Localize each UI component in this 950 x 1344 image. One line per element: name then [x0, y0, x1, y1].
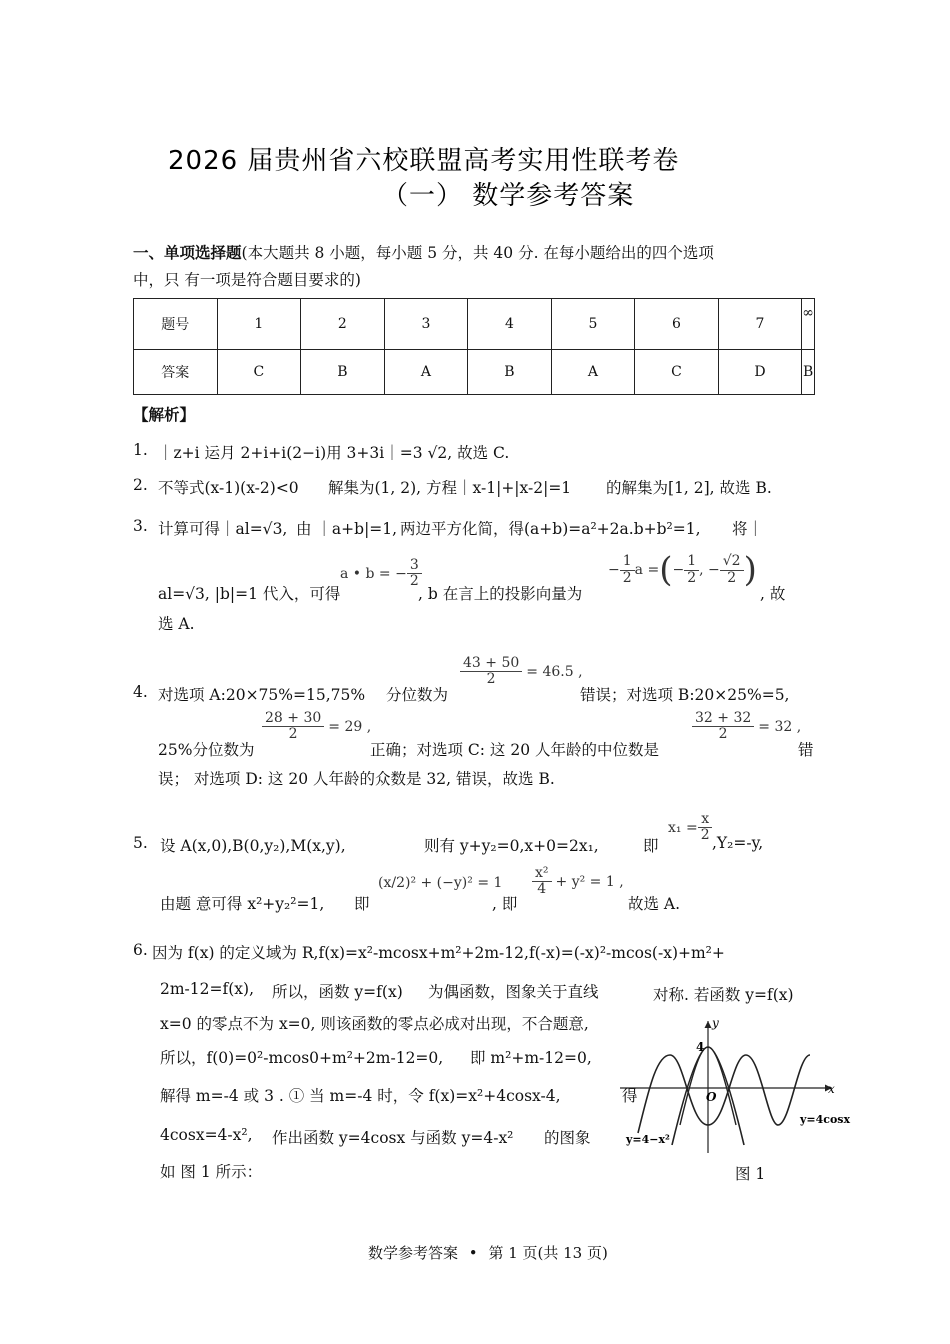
question-number: 4 [468, 299, 552, 350]
q3-line1-c: 两边平方化简，得(a+b)=a²+2a.b+b²=1, [400, 520, 701, 538]
q2-text-b: 解集为(1, 2), 方程｜x-1|+|x-2|=1 [328, 479, 572, 497]
q3-proj-lhs-fraction: $\frac{1}{2}$ [620, 554, 635, 586]
question-number: 6 [635, 299, 719, 350]
q6-line2-c: 为偶函数，图象关于直线 [428, 983, 599, 1001]
y-tick-4: 4 [696, 1040, 705, 1054]
analysis-label: 【解析】 [133, 405, 196, 424]
q3-proj-c2-fraction: $\frac{√2}{2}$ [720, 554, 744, 586]
q4-fraction-1: $\frac{43 + 50}{2}$ = 46.5 , [460, 656, 583, 688]
answer-cell: C [217, 350, 301, 395]
origin-label: O [706, 1090, 717, 1104]
q5-line1-a: 设 A(x,0),B(0,y₂),M(x,y), [160, 837, 346, 855]
q4-line1-a: 对选项 A:20×75%=15,75% [158, 686, 366, 704]
answer-cell: C [635, 350, 719, 395]
section1-heading [133, 241, 714, 263]
question-number: 7 [718, 299, 802, 350]
figure-1-graph [620, 1015, 855, 1155]
answer-table-header: 答案 [134, 350, 218, 395]
section1-heading-line2: 中，只 有一项是符合题目要求的) [133, 271, 361, 289]
answer-cell: B [468, 350, 552, 395]
q6-line7: 如 图 1 所示： [160, 1163, 263, 1181]
answer-cell: B [301, 350, 385, 395]
q4-fraction-3: $\frac{32 + 32}{2}$ = 32 , [692, 711, 801, 743]
q5-line1-c: 即 [643, 837, 659, 855]
section1-heading-bold: 一、单项选择题 [133, 243, 242, 262]
footer-left: 数学参考答案 [368, 1244, 459, 1262]
q5-line2-a: 由题 意可得 x²+y₂²=1, [160, 895, 325, 913]
q3-number: 3. [133, 517, 148, 535]
x-axis-label: x [828, 1082, 835, 1096]
q6-line1: 因为 f(x) 的定义域为 R,f(x)=x²-mcosx+m²+2m-12,f(-x)=(-x)²-mcos(-x)+m²+ [152, 944, 725, 962]
question-number: 2 [301, 299, 385, 350]
footer [368, 1242, 608, 1263]
title-line-1: 2026 届贵州省六校联盟高考实用性联考卷 [168, 146, 680, 176]
q4-line3: 误； 对选项 D: 这 20 人年龄的众数是 32, 错误，故选 B. [158, 770, 555, 788]
q6-line6-a: 4cosx=4-x², [160, 1126, 253, 1144]
q3-line2-a: al=√3, |b|=1 代入，可得 [158, 585, 341, 603]
q4-line2-b: 正确；对选项 C: 这 20 人年龄的中位数是 [370, 741, 660, 759]
q3-line1-a: 计算可得｜al=√3, [158, 520, 288, 538]
q1-number: 1. [133, 441, 148, 459]
q6-line2-a: 2m-12=f(x), [160, 980, 255, 998]
q4-line2-a: 25%分位数为 [158, 741, 255, 759]
q6-line5-b: 得 [622, 1087, 638, 1105]
footer-page: 第 1 页(共 13 页) [488, 1244, 608, 1262]
q6-line3: x=0 的零点不为 x=0, 则该函数的零点必成对出现，不合题意, [160, 1015, 589, 1033]
question-number: ∞ [802, 299, 815, 350]
q5-equation-1: (x/2)² + (−y)² = 1 [378, 875, 503, 891]
q6-line6-c: 的图象 [544, 1129, 591, 1147]
answer-cell: A [384, 350, 468, 395]
q4-line1-b: 分位数为 [386, 686, 449, 704]
q5-number: 5. [133, 834, 148, 852]
q5-equation-2: $\frac{\text{x²}}{4}$ + y² = 1 , [532, 866, 624, 898]
q2-text-a: 不等式(x-1)(x-2)<0 [158, 479, 299, 497]
q5-line2-b: 即 [354, 895, 370, 913]
q3-dot-product-formula [340, 558, 422, 590]
answer-cell: D [718, 350, 802, 395]
q6-line4-a: 所以，f(0)=0²-mcos0+m²+2m-12=0, [160, 1049, 444, 1067]
q3-dot-fraction: $\frac{3}{2}$ [407, 558, 422, 590]
answer-cell: A [551, 350, 635, 395]
q3-dot-lhs: a • b = − [340, 565, 407, 582]
q5-line1-d: ,Y₂=-y, [712, 834, 764, 852]
q3-projection-formula: − $\frac{1}{2}$ a = ( − $\frac{1}{2}$ , − $\frac{√2}{2}$ ) [608, 550, 757, 590]
question-number: 5 [551, 299, 635, 350]
q4-number: 4. [133, 683, 148, 701]
section1-heading-rest: (本大题共 8 小题，每小题 5 分，共 40 分. 在每小题给出的四个选项 [241, 244, 714, 262]
question-number: 1 [217, 299, 301, 350]
q3-line2-b: , b 在言上的投影向量为 [418, 585, 583, 603]
q6-line2-b: 所以，函数 y=f(x) [272, 983, 403, 1001]
footer-bullet: • [468, 1244, 478, 1262]
answer-table-row-answers [134, 350, 815, 395]
q2-text-c: 的解集为[1, 2], 故选 B. [606, 479, 772, 497]
title-line-2: （一） 数学参考答案 [382, 181, 635, 211]
q3-line3: 选 A. [158, 615, 195, 633]
q1-text: ｜z+i 运月 2+i+i(2−i)用 3+3i｜=3 √2, 故选 C. [158, 444, 510, 462]
answer-table-header: 题号 [134, 299, 218, 350]
q6-line2-d: 对称. 若函数 y=f(x) [653, 986, 794, 1004]
q3-line1-d: 将｜ [732, 520, 764, 538]
answer-table [133, 298, 815, 395]
q6-number: 6. [133, 941, 148, 959]
q5-line1-b: 则有 y+y₂=0,x+0=2x₁, [424, 837, 599, 855]
answer-table-row-numbers [134, 299, 815, 350]
q4-line1-c: 错误；对选项 B:20×25%=5, [580, 686, 790, 704]
parabola-label: y=4−x² [626, 1133, 670, 1146]
q6-line4-b: 即 m²+m-12=0, [470, 1049, 592, 1067]
q4-line2-c: 错 [798, 741, 814, 759]
q3-proj-c1-fraction: $\frac{1}{2}$ [684, 554, 699, 586]
cos-label: y=4cosx [800, 1113, 851, 1126]
figure-1-caption: 图 1 [735, 1165, 766, 1183]
q5-line2-c: , 即 [492, 895, 518, 913]
cos-curve [638, 1055, 810, 1133]
q6-line5-a: 解得 m=-4 或 3 . ① 当 m=-4 时，令 f(x)=x²+4cosx-4, [160, 1087, 561, 1105]
question-number: 3 [384, 299, 468, 350]
q6-line6-b: 作出函数 y=4cosx 与函数 y=4-x² [272, 1129, 514, 1147]
y-axis-label: y [712, 1016, 719, 1030]
q2-number: 2. [133, 476, 148, 494]
q4-fraction-2: $\frac{28 + 30}{2}$ = 29 , [262, 711, 371, 743]
q5-line2-d: 故选 A. [628, 895, 681, 913]
q5-x1-formula: x₁ = $\frac{x}{2}$ [668, 812, 713, 844]
q3-line1-b: 由 ｜a+b|=1, [296, 520, 398, 538]
answer-cell: B [802, 350, 815, 395]
q3-line2-c: , 故 [760, 585, 786, 603]
